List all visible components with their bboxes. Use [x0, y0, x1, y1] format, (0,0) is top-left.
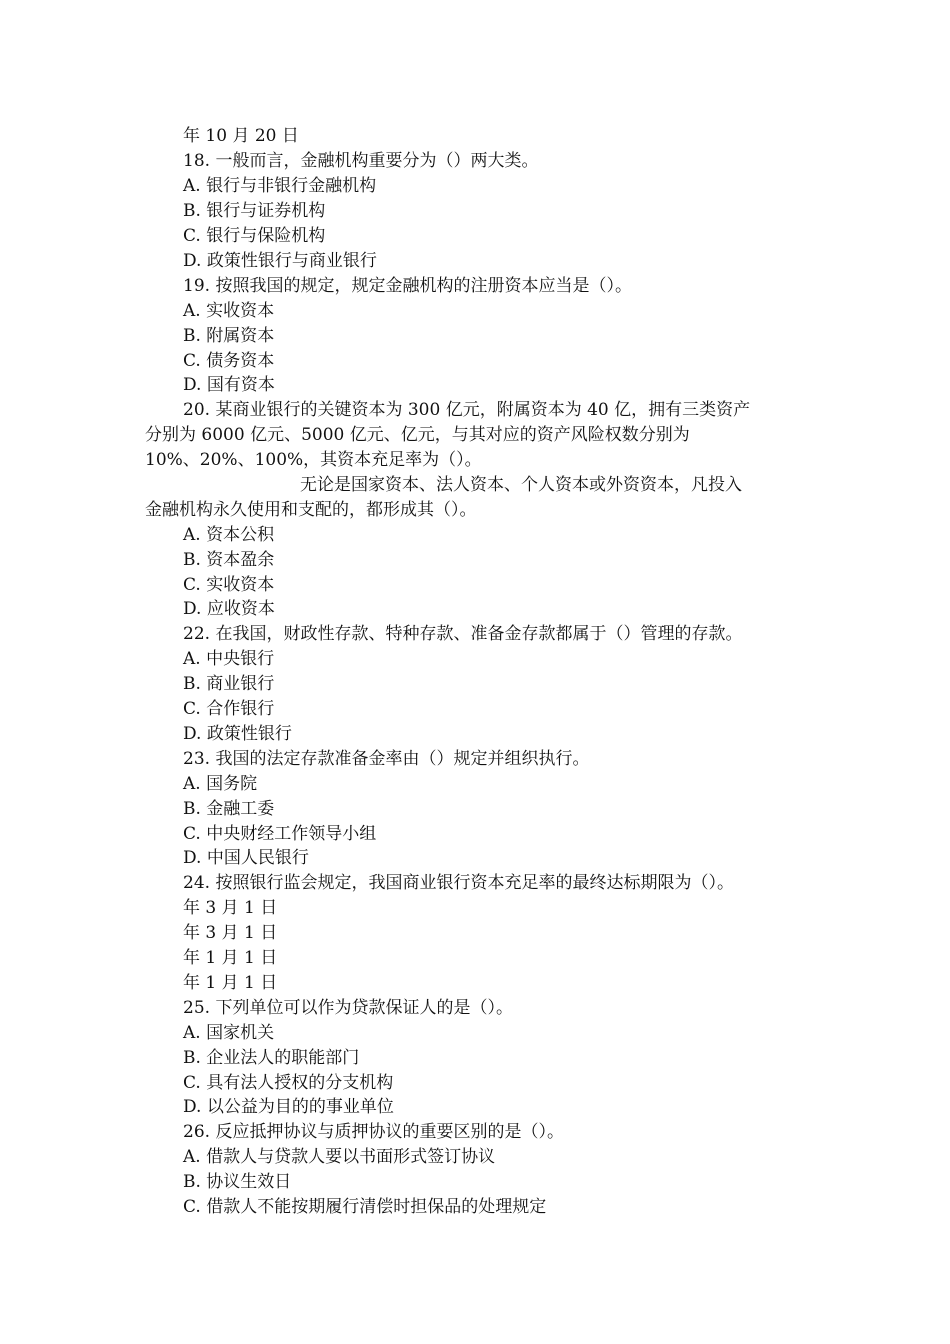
option-line: D. 政策性银行与商业银行 [183, 251, 377, 271]
option-line: B. 资本盈余 [183, 550, 275, 570]
question-21: 无论是国家资本、法人资本、个人资本或外资资本，凡投入 [300, 475, 742, 495]
question-25: 25. 下列单位可以作为贷款保证人的是（）。 [183, 998, 513, 1018]
option-line: C. 借款人不能按期履行清偿时担保品的处理规定 [183, 1197, 547, 1217]
question-19: 19. 按照我国的规定，规定金融机构的注册资本应当是（）。 [183, 276, 632, 296]
option-line: 年 1 月 1 日 [183, 948, 278, 968]
text-line: 年 10 月 20 日 [183, 126, 299, 146]
text-line: 金融机构永久使用和支配的，都形成其（）。 [145, 500, 477, 520]
question-23: 23. 我国的法定存款准备金率由（）规定并组织执行。 [183, 749, 590, 769]
option-line: A. 中央银行 [183, 649, 275, 669]
option-line: D. 以公益为目的的事业单位 [183, 1097, 394, 1117]
option-line: A. 银行与非银行金融机构 [183, 176, 377, 196]
option-line: B. 企业法人的职能部门 [183, 1048, 360, 1068]
question-20: 20. 某商业银行的关键资本为 300 亿元，附属资本为 40 亿，拥有三类资产 [183, 400, 751, 420]
option-line: A. 国务院 [183, 774, 258, 794]
option-line: 年 3 月 1 日 [183, 898, 278, 918]
option-line: D. 政策性银行 [183, 724, 292, 744]
option-line: D. 中国人民银行 [183, 848, 309, 868]
option-line: B. 商业银行 [183, 674, 275, 694]
option-line: C. 具有法人授权的分支机构 [183, 1073, 394, 1093]
option-line: B. 银行与证券机构 [183, 201, 326, 221]
option-line: D. 国有资本 [183, 375, 275, 395]
option-line: C. 债务资本 [183, 351, 275, 371]
option-line: C. 中央财经工作领导小组 [183, 824, 377, 844]
text-line: 10%、20%、100%，其资本充足率为（）。 [145, 450, 482, 470]
question-18: 18. 一般而言，金融机构重要分为（）两大类。 [183, 151, 539, 171]
option-line: B. 金融工委 [183, 799, 275, 819]
option-line: A. 借款人与贷款人要以书面形式签订协议 [183, 1147, 496, 1167]
option-line: A. 资本公积 [183, 525, 275, 545]
question-24: 24. 按照银行监会规定，我国商业银行资本充足率的最终达标期限为（）。 [183, 873, 734, 893]
option-line: A. 国家机关 [183, 1023, 275, 1043]
option-line: B. 协议生效日 [183, 1172, 292, 1192]
option-line: C. 银行与保险机构 [183, 226, 326, 246]
option-line: C. 合作银行 [183, 699, 275, 719]
option-line: C. 实收资本 [183, 575, 275, 595]
option-line: B. 附属资本 [183, 326, 275, 346]
option-line: D. 应收资本 [183, 599, 275, 619]
option-line: A. 实收资本 [183, 301, 275, 321]
question-22: 22. 在我国，财政性存款、特种存款、准备金存款都属于（）管理的存款。 [183, 624, 743, 644]
question-26: 26. 反应抵押协议与质押协议的重要区别的是（）。 [183, 1122, 564, 1142]
option-line: 年 1 月 1 日 [183, 973, 278, 993]
option-line: 年 3 月 1 日 [183, 923, 278, 943]
text-line: 分别为 6000 亿元、5000 亿元、亿元，与其对应的资产风险权数分别为 [145, 425, 690, 445]
